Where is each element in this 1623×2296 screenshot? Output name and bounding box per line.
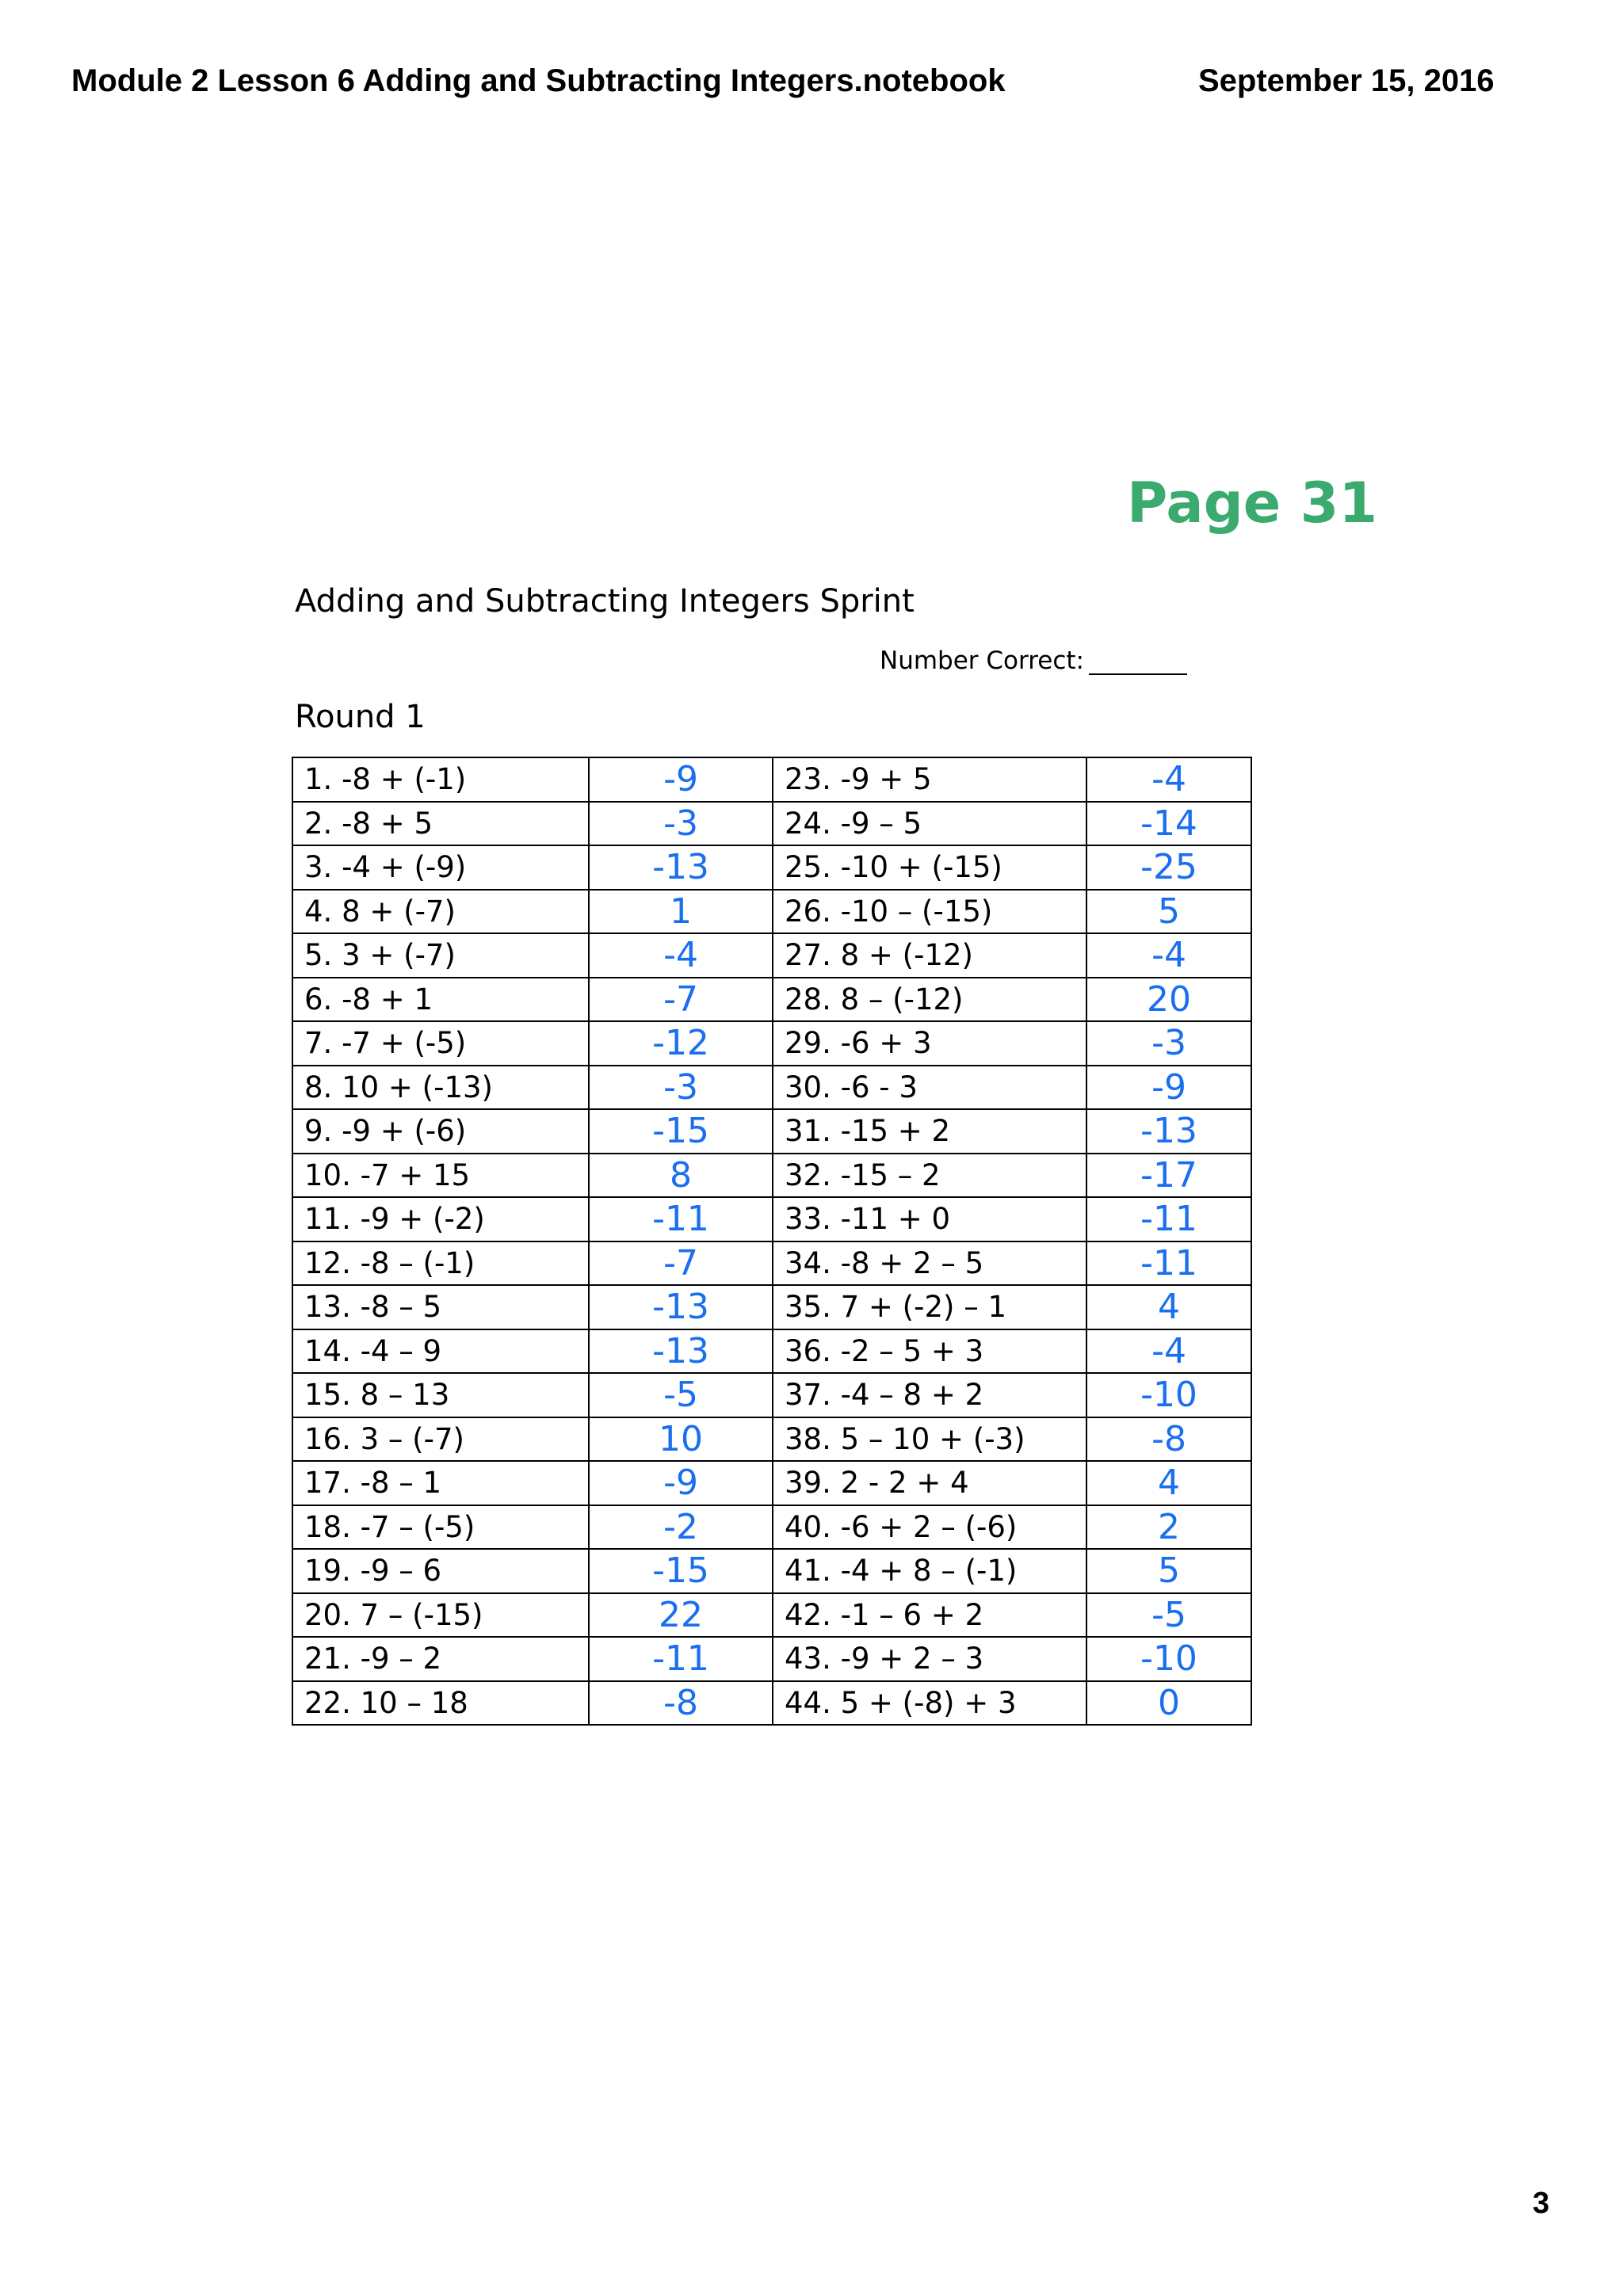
problem-cell: 41. -4 + 8 – (-1) xyxy=(773,1549,1086,1593)
sprint-table-body xyxy=(292,757,1251,1725)
table-row xyxy=(292,1329,1251,1374)
answer-cell: -5 xyxy=(589,1373,773,1417)
answer-cell: -4 xyxy=(1086,1329,1251,1374)
answer-cell: -14 xyxy=(1086,802,1251,846)
problem-cell: 10. -7 + 15 xyxy=(292,1154,589,1198)
table-row xyxy=(292,890,1251,934)
answer-cell: -3 xyxy=(1086,1021,1251,1066)
table-row xyxy=(292,1505,1251,1550)
problem-cell: 35. 7 + (-2) – 1 xyxy=(773,1285,1086,1329)
answer-cell: -13 xyxy=(589,1285,773,1329)
notebook-title: Module 2 Lesson 6 Adding and Subtracting Integers.notebook xyxy=(71,63,1006,98)
table-row xyxy=(292,1549,1251,1593)
answer-cell: 4 xyxy=(1086,1461,1251,1505)
table-row xyxy=(292,1461,1251,1505)
problem-cell: 6. -8 + 1 xyxy=(292,978,589,1022)
notebook-date: September 15, 2016 xyxy=(1198,63,1495,98)
problem-cell: 43. -9 + 2 – 3 xyxy=(773,1637,1086,1681)
problem-cell: 29. -6 + 3 xyxy=(773,1021,1086,1066)
table-row xyxy=(292,1197,1251,1241)
number-correct-label: Number Correct: xyxy=(880,646,1084,675)
answer-cell: -4 xyxy=(1086,933,1251,978)
problem-cell: 23. -9 + 5 xyxy=(773,757,1086,802)
page-number: 3 xyxy=(1533,2187,1550,2220)
problem-cell: 25. -10 + (-15) xyxy=(773,845,1086,890)
problem-cell: 28. 8 – (-12) xyxy=(773,978,1086,1022)
problem-cell: 7. -7 + (-5) xyxy=(292,1021,589,1066)
answer-cell: -3 xyxy=(589,1066,773,1110)
answer-cell: 5 xyxy=(1086,1549,1251,1593)
answer-cell: 2 xyxy=(1086,1505,1251,1550)
table-row xyxy=(292,757,1251,802)
problem-cell: 42. -1 – 6 + 2 xyxy=(773,1593,1086,1638)
answer-cell: -9 xyxy=(1086,1066,1251,1110)
table-row xyxy=(292,1109,1251,1154)
answer-cell: -8 xyxy=(1086,1417,1251,1462)
problem-cell: 11. -9 + (-2) xyxy=(292,1197,589,1241)
table-row xyxy=(292,802,1251,846)
answer-cell: -11 xyxy=(589,1197,773,1241)
problem-cell: 5. 3 + (-7) xyxy=(292,933,589,978)
answer-cell: -15 xyxy=(589,1549,773,1593)
problem-cell: 34. -8 + 2 – 5 xyxy=(773,1241,1086,1286)
answer-cell: -12 xyxy=(589,1021,773,1066)
answer-cell: 1 xyxy=(589,890,773,934)
answer-cell: 8 xyxy=(589,1154,773,1198)
table-row xyxy=(292,1285,1251,1329)
answer-cell: 5 xyxy=(1086,890,1251,934)
answer-cell: -9 xyxy=(589,757,773,802)
problem-cell: 44. 5 + (-8) + 3 xyxy=(773,1681,1086,1726)
answer-cell: -3 xyxy=(589,802,773,846)
problem-cell: 38. 5 – 10 + (-3) xyxy=(773,1417,1086,1462)
problem-cell: 13. -8 – 5 xyxy=(292,1285,589,1329)
answer-cell: -15 xyxy=(589,1109,773,1154)
answer-cell: 22 xyxy=(589,1593,773,1638)
answer-cell: -8 xyxy=(589,1681,773,1726)
problem-cell: 9. -9 + (-6) xyxy=(292,1109,589,1154)
table-row xyxy=(292,933,1251,978)
problem-cell: 19. -9 – 6 xyxy=(292,1549,589,1593)
problem-cell: 3. -4 + (-9) xyxy=(292,845,589,890)
problem-cell: 16. 3 – (-7) xyxy=(292,1417,589,1462)
table-row xyxy=(292,1637,1251,1681)
problem-cell: 26. -10 – (-15) xyxy=(773,890,1086,934)
answer-cell: -25 xyxy=(1086,845,1251,890)
problem-cell: 17. -8 – 1 xyxy=(292,1461,589,1505)
problem-cell: 1. -8 + (-1) xyxy=(292,757,589,802)
problem-cell: 27. 8 + (-12) xyxy=(773,933,1086,978)
answer-cell: -17 xyxy=(1086,1154,1251,1198)
answer-cell: -13 xyxy=(1086,1109,1251,1154)
table-row xyxy=(292,1373,1251,1417)
number-correct-blank xyxy=(1089,650,1187,675)
problem-cell: 15. 8 – 13 xyxy=(292,1373,589,1417)
answer-cell: -13 xyxy=(589,1329,773,1374)
answer-cell: -7 xyxy=(589,1241,773,1286)
table-row xyxy=(292,1593,1251,1638)
answer-cell: -2 xyxy=(589,1505,773,1550)
answer-cell: -7 xyxy=(589,978,773,1022)
problem-cell: 36. -2 – 5 + 3 xyxy=(773,1329,1086,1374)
problem-cell: 37. -4 – 8 + 2 xyxy=(773,1373,1086,1417)
problem-cell: 20. 7 – (-15) xyxy=(292,1593,589,1638)
problem-cell: 40. -6 + 2 – (-6) xyxy=(773,1505,1086,1550)
answer-cell: -11 xyxy=(1086,1197,1251,1241)
problem-cell: 14. -4 – 9 xyxy=(292,1329,589,1374)
table-row xyxy=(292,1021,1251,1066)
problem-cell: 32. -15 – 2 xyxy=(773,1154,1086,1198)
problem-cell: 18. -7 – (-5) xyxy=(292,1505,589,1550)
problem-cell: 8. 10 + (-13) xyxy=(292,1066,589,1110)
answer-cell: -13 xyxy=(589,845,773,890)
table-row xyxy=(292,845,1251,890)
problem-cell: 2. -8 + 5 xyxy=(292,802,589,846)
problem-cell: 12. -8 – (-1) xyxy=(292,1241,589,1286)
table-row xyxy=(292,1154,1251,1198)
answer-cell: -4 xyxy=(589,933,773,978)
page-label: Page 31 xyxy=(1127,471,1378,536)
problem-cell: 21. -9 – 2 xyxy=(292,1637,589,1681)
problem-cell: 33. -11 + 0 xyxy=(773,1197,1086,1241)
answer-cell: -10 xyxy=(1086,1373,1251,1417)
table-row xyxy=(292,1417,1251,1462)
table-row xyxy=(292,1066,1251,1110)
answer-cell: 10 xyxy=(589,1417,773,1462)
table-row xyxy=(292,1241,1251,1286)
problem-cell: 4. 8 + (-7) xyxy=(292,890,589,934)
problem-cell: 30. -6 - 3 xyxy=(773,1066,1086,1110)
problem-cell: 31. -15 + 2 xyxy=(773,1109,1086,1154)
answer-cell: -9 xyxy=(589,1461,773,1505)
answer-cell: -4 xyxy=(1086,757,1251,802)
sprint-table xyxy=(292,757,1252,1726)
answer-cell: -11 xyxy=(1086,1241,1251,1286)
answer-cell: 20 xyxy=(1086,978,1251,1022)
worksheet-title: Adding and Subtracting Integers Sprint xyxy=(295,583,915,620)
answer-cell: -10 xyxy=(1086,1637,1251,1681)
problem-cell: 39. 2 - 2 + 4 xyxy=(773,1461,1086,1505)
number-correct xyxy=(880,646,1187,675)
answer-cell: 0 xyxy=(1086,1681,1251,1726)
problem-cell: 24. -9 – 5 xyxy=(773,802,1086,846)
problem-cell: 22. 10 – 18 xyxy=(292,1681,589,1726)
answer-cell: 4 xyxy=(1086,1285,1251,1329)
table-row xyxy=(292,978,1251,1022)
round-label: Round 1 xyxy=(295,699,426,735)
answer-cell: -5 xyxy=(1086,1593,1251,1638)
table-row xyxy=(292,1681,1251,1726)
answer-cell: -11 xyxy=(589,1637,773,1681)
